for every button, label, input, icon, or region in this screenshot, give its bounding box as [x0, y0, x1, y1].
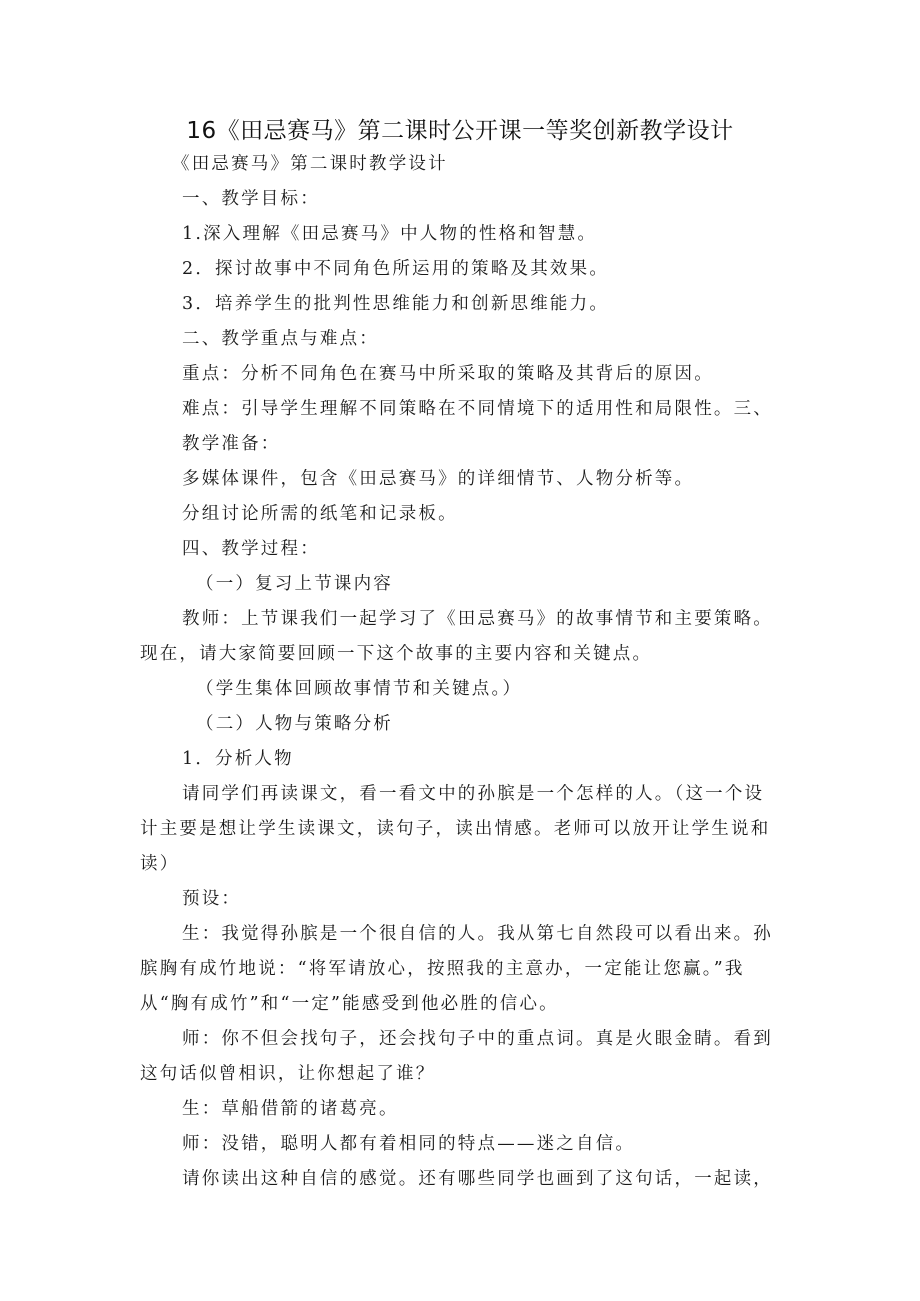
paragraph-line: 预设： — [182, 889, 242, 909]
paragraph-line: 教师：上节课我们一起学习了《田忌赛马》的故事情节和主要策略。 — [182, 609, 773, 629]
section-heading: 四、教学过程： — [182, 539, 320, 559]
paragraph-line: 难点：引导学生理解不同策略在不同情境下的适用性和局限性。三、 — [182, 399, 773, 419]
paragraph-line: 从“胸有成竹”和“一定”能感受到他必胜的信心。 — [140, 994, 559, 1014]
paragraph-line: （学生集体回顾故事情节和关键点。） — [196, 679, 523, 699]
subsection-heading: （二）人物与策略分析 — [196, 714, 393, 734]
paragraph-line: 2．探讨故事中不同角色所运用的策略及其效果。 — [182, 259, 610, 279]
paragraph-line: 生：草船借箭的诸葛亮。 — [182, 1099, 399, 1119]
paragraph-line: 请同学们再读课文，看一看文中的孙膑是一个怎样的人。（这一个设 — [182, 784, 765, 804]
document-title: 16《田忌赛马》第二课时公开课一等奖创新教学设计 — [186, 118, 734, 144]
paragraph-line: 1.深入理解《田忌赛马》中人物的性格和智慧。 — [182, 224, 598, 244]
section-heading: 一、教学目标： — [182, 189, 320, 209]
paragraph-line: 计主要是想让学生读课文，读句子，读出情感。老师可以放开让学生说和 — [140, 819, 771, 839]
paragraph-line: 重点：分析不同角色在赛马中所采取的策略及其背后的原因。 — [182, 364, 714, 384]
paragraph-line: 分组讨论所需的纸笔和记录板。 — [182, 504, 458, 524]
paragraph-line: 多媒体课件，包含《田忌赛马》的详细情节、人物分析等。 — [182, 469, 695, 489]
paragraph-line: 1．分析人物 — [182, 749, 294, 769]
section-heading: 教学准备： — [182, 434, 281, 454]
paragraph-line: 读） — [140, 854, 180, 874]
paragraph-line: 现在，请大家简要回顾一下这个故事的主要内容和关键点。 — [140, 644, 653, 664]
subtitle-line: 《田忌赛马》第二课时教学设计 — [172, 154, 448, 174]
paragraph-line: 请你读出这种自信的感觉。还有哪些同学也画到了这句话，一起读， — [182, 1169, 773, 1189]
paragraph-line: 膑胸有成竹地说：“将军请放心，按照我的主意办，一定能让您赢。”我 — [140, 959, 745, 979]
paragraph-line: 师：你不但会找句子，还会找句子中的重点词。真是火眼金睛。看到 — [182, 1029, 773, 1049]
paragraph-line: 这句话似曾相识，让你想起了谁？ — [140, 1064, 436, 1084]
paragraph-line: 生：我觉得孙膑是一个很自信的人。我从第七自然段可以看出来。孙 — [182, 924, 773, 944]
subsection-heading: （一）复习上节课内容 — [196, 574, 393, 594]
paragraph-line: 师：没错，聪明人都有着相同的特点——迷之自信。 — [182, 1134, 636, 1154]
paragraph-line: 3．培养学生的批判性思维能力和创新思维能力。 — [182, 294, 610, 314]
section-heading: 二、教学重点与难点： — [182, 329, 379, 349]
